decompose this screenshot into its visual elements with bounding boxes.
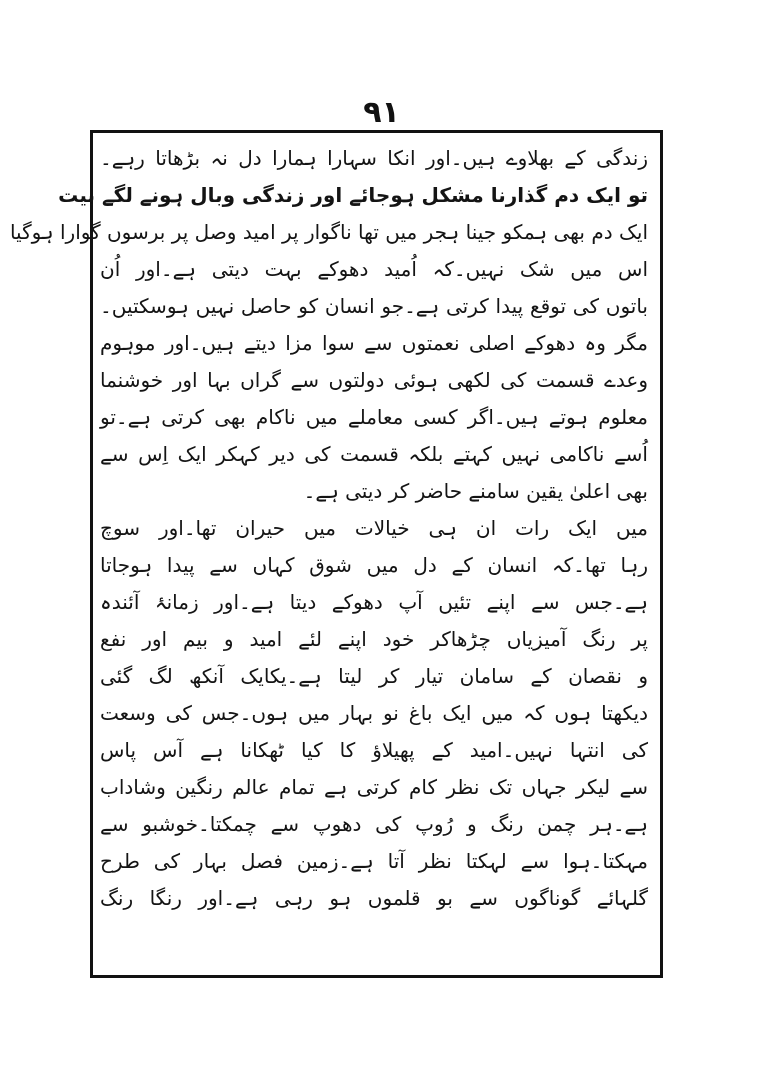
text-line: رہا تھا۔کہ انسان کے دل میں شوق کہاں سے پیدا ہوجاتا: [100, 553, 648, 577]
text-line: گلہائے گوناگوں سے بو قلموں ہو رہی ہے۔اور رنگا رنگ: [100, 886, 648, 910]
text-line: مہکتا۔ہوا سے لہکتا نظر آتا ہے۔زمین فصل بہار کی طرح: [100, 849, 648, 873]
text-line: زندگی کے بھلاوے ہیں۔اور انکا سہارا ہمارا دل نہ بڑھاتا رہے۔: [100, 146, 648, 170]
text-line: دیکھتا ہوں کہ میں ایک باغ نو بہار میں ہوں۔جس کی وسعت: [100, 701, 648, 725]
text-line: اُسے ناکامی نہیں کہتے بلکہ قسمت کی دیر کہکر ایک اِس سے: [100, 442, 648, 466]
text-line: باتوں کی توقع پیدا کرتی ہے۔جو انسان کو حاصل نہیں ہوسکتیں۔: [100, 294, 648, 318]
text-line: میں ایک رات ان ہی خیالات میں حیران تھا۔اور سوچ: [100, 516, 648, 540]
page-number: ۹۱: [363, 95, 400, 130]
text-line: وعدے قسمت کی لکھی ہوئی دولتوں سے گراں بہا اور خوشنما: [100, 368, 648, 392]
text-line: معلوم ہوتے ہیں۔اگر کسی معاملے میں ناکام بھی کرتی ہے۔تو: [100, 405, 648, 429]
text-line: تو ایک دم گذارنا مشکل ہوجائے اور زندگی وبال ہونے لگے بیت: [58, 183, 648, 207]
text-line: مگر وہ دھوکے اصلی نعمتوں سے سوا مزا دیتے ہیں۔اور موہوم: [100, 331, 648, 355]
text-line: و نقصان کے سامان تیار کر لیتا ہے۔یکایک آنکھ لگ گئی: [100, 664, 648, 688]
text-line: کی انتہا نہیں۔امید کے پھیلاؤ کا کیا ٹھکانا ہے آس پاس: [100, 738, 648, 762]
text-line: ہے۔ہر چمن رنگ و رُوپ کی دھوپ سے چمکتا۔خوشبو سے: [100, 812, 648, 836]
text-line: ہے۔جس سے اپنے تئیں آپ دھوکے دیتا ہے۔اور زمانۂ آئندہ: [100, 590, 648, 614]
verse-line: ایک دم بھی ہمکو جینا ہجر میں تھا ناگوار پر امید وصل پر برسوں گوارا ہوگیا: [9, 220, 648, 244]
text-line: سے لیکر جہاں تک نظر کام کرتی ہے تمام عالم رنگین وشاداب: [100, 775, 648, 799]
text-line: پر رنگ آمیزیاں چڑھاکر خود اپنے لئے امید و بیم اور نفع: [100, 627, 648, 651]
text-line: اس میں شک نہیں۔کہ اُمید دھوکے بہت دیتی ہے۔اور اُن: [100, 257, 648, 281]
text-line: بھی اعلیٰ یقین سامنے حاضر کر دیتی ہے۔: [303, 479, 648, 503]
body-text: [9, 140, 648, 970]
